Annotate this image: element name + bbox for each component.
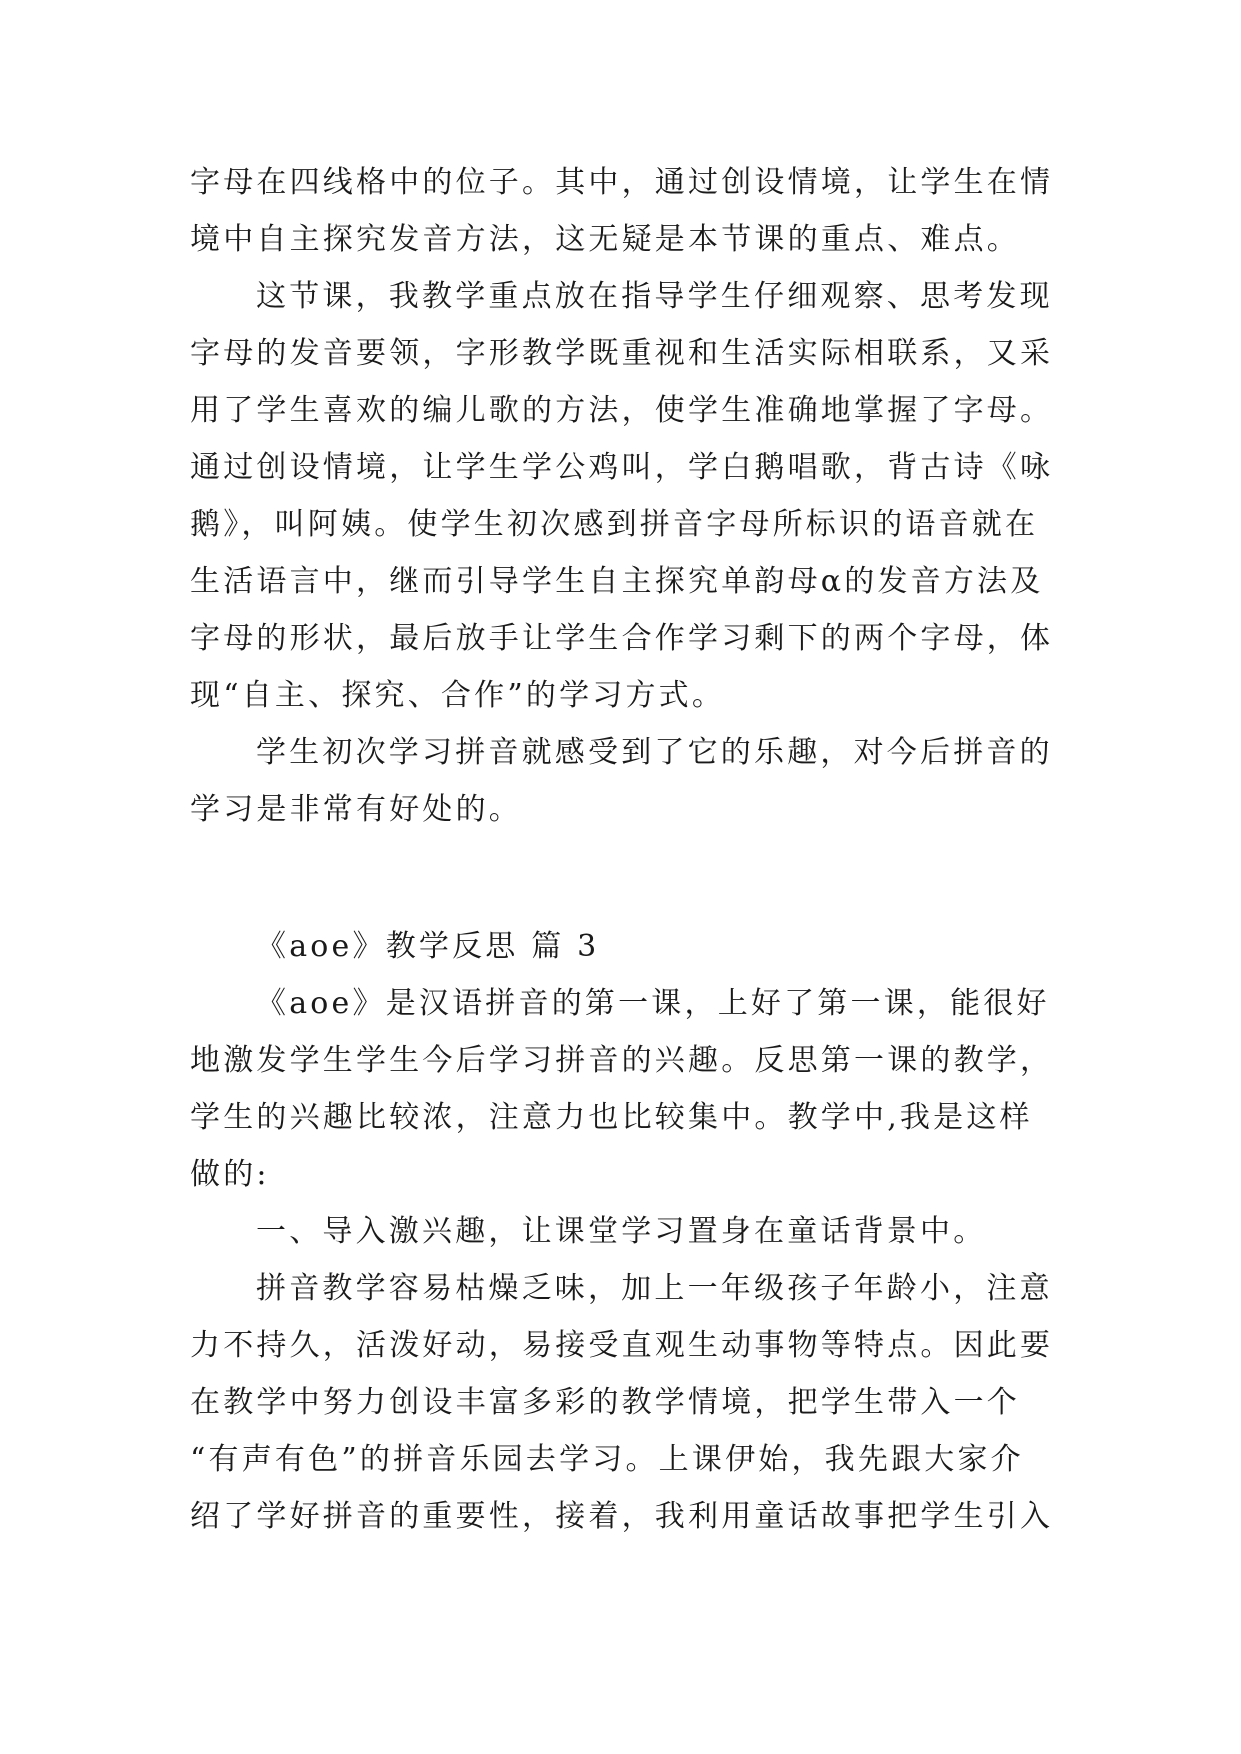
text-line: 《aoe》是汉语拼音的第一课，上好了第一课，能很好 [256, 986, 1050, 1021]
section-2 [190, 918, 1052, 1545]
heading-text: 《aoe》教学反思 篇 3 [256, 929, 600, 964]
text-line: 现“自主、探究、合作”的学习方式。 [190, 678, 726, 713]
section-heading [190, 918, 1052, 975]
text-line: 学生初次学习拼音就感受到了它的乐趣，对今后拼音的 [256, 735, 1053, 770]
text-line: 学生的兴趣比较浓，注意力也比较集中。教学中,我是这样 [190, 1100, 1033, 1135]
paragraph [190, 268, 1052, 724]
text-line: 境中自主探究发音方法，这无疑是本节课的重点、难点。 [190, 222, 1020, 257]
paragraph [190, 1260, 1052, 1545]
text-line: “有声有色”的拼音乐园去学习。上课伊始，我先跟大家介 [190, 1442, 1024, 1477]
text-line: 地激发学生学生今后学习拼音的兴趣。反思第一课的教学， [190, 1043, 1054, 1078]
text-line: 鹅》，叫阿姨。使学生初次感到拼音字母所标识的语音就在 [190, 507, 1039, 542]
text-line: 一、导入激兴趣，让课堂学习置身在童话背景中。 [256, 1214, 987, 1249]
section-1 [190, 154, 1052, 838]
text-line: 通过创设情境，让学生学公鸡叫，学白鹅唱歌，背古诗《咏 [190, 450, 1054, 485]
text-line: 拼音教学容易枯燥乏味，加上一年级孩子年龄小，注意 [256, 1271, 1053, 1306]
text-line: 这节课，我教学重点放在指导学生仔细观察、思考发现 [256, 279, 1053, 314]
text-line: 力不持久，活泼好动，易接受直观生动事物等特点。因此要 [190, 1328, 1054, 1363]
text-line: 做的: [190, 1157, 270, 1192]
text-line: 字母在四线格中的位子。其中，通过创设情境，让学生在情 [190, 165, 1054, 200]
paragraph [190, 975, 1052, 1203]
text-line: 在教学中努力创设丰富多彩的教学情境，把学生带入一个 [190, 1385, 1020, 1420]
text-line: 生活语言中，继而引导学生自主探究单韵母α的发音方法及 [190, 564, 1044, 599]
paragraph [190, 1203, 1052, 1260]
text-line: 学习是非常有好处的。 [190, 792, 522, 827]
text-line: 绍了学好拼音的重要性，接着，我利用童话故事把学生引入 [190, 1499, 1054, 1534]
paragraph [190, 724, 1052, 838]
text-line: 字母的形状，最后放手让学生合作学习剩下的两个字母，体 [190, 621, 1054, 656]
text-line: 字母的发音要领，字形教学既重视和生活实际相联系，又采 [190, 336, 1054, 371]
paragraph [190, 154, 1052, 268]
text-line: 用了学生喜欢的编儿歌的方法，使学生准确地掌握了字母。 [190, 393, 1054, 428]
